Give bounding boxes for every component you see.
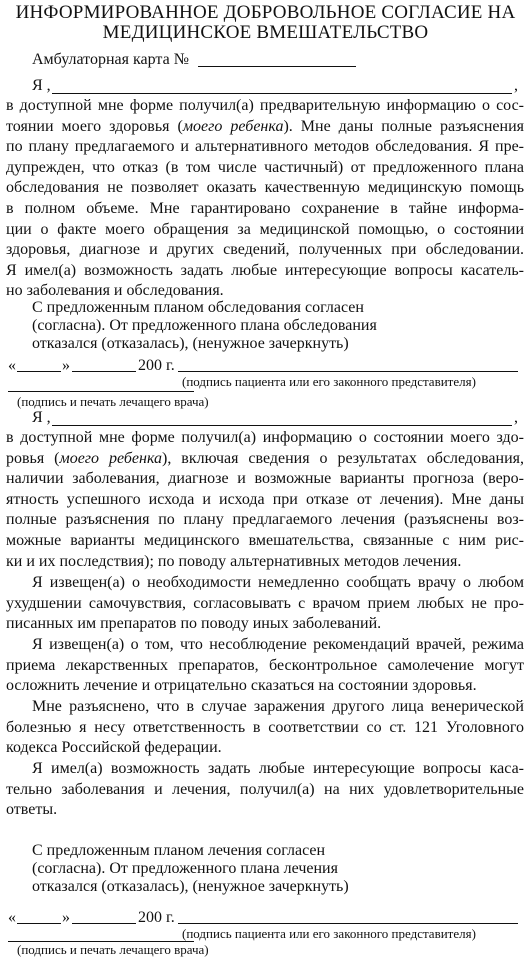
wellbeing-notice-paragraph: Я извещен(а) о необходимости немедленно сообщать врачу о любом ухудшении самочувствия, согласовывать с врачом прием любых не про- писанных им препаратов по поводу иных заболеваний. [6, 574, 524, 633]
date-open-quote-2: « [8, 909, 16, 926]
form-title-line-1: ИНФОРМИРОВАННОЕ ДОБРОВОЛЬНОЕ СОГЛАСИЕ НА [15, 2, 516, 23]
date-close-quote-1: » [62, 357, 70, 374]
exam-consent-line-3: отказался (отказалась), (ненужное зачеркнуть) [32, 335, 349, 352]
date-year-2: 200 г. [138, 909, 175, 926]
noncompliance-notice-paragraph: Я извещен(а) о том, что несоблюдение рекомендаций врачей, режима приема лекарственных препаратов, бесконтрольное самолечение могут осложнить лечение и отрицательно сказаться на состоянии здоровья. [6, 636, 524, 695]
treatment-consent-line-2: (согласна). От предложенного плана лечения [32, 860, 338, 877]
patient-name-prefix-2: Я , [32, 409, 51, 426]
card-number-line [198, 66, 356, 67]
patient-signature-line-2 [178, 923, 518, 924]
patient-signature-caption-2: (подпись пациента или его законного представителя) [182, 926, 476, 941]
card-number-label: Амбулаторная карта № [32, 51, 189, 68]
patient-name-comma-2: , [514, 409, 518, 426]
date-day-line-2 [17, 923, 61, 924]
date-month-line-2 [72, 923, 136, 924]
treatment-consent-line-3: отказался (отказалась), (ненужное зачеркнуть) [32, 878, 349, 895]
form-title-line-2: МЕДИЦИНСКОЕ ВМЕШАТЕЛЬСТВО [102, 22, 429, 43]
patient-name-comma-1: , [514, 77, 518, 94]
date-close-quote-2: » [62, 909, 70, 926]
date-open-quote-1: « [8, 357, 16, 374]
date-year-1: 200 г. [138, 357, 175, 374]
patient-signature-caption-1: (подпись пациента или его законного представителя) [182, 374, 476, 389]
treatment-info-paragraph: в доступной мне форме получил(а) информацию о состоянии моего здо- ровья (моего ребенка), включая сведения о результатах обследования, наличии заболевания, диагнозе и возможные варианты прогноза (веро- ятность успешного исхода и исхода при отказе от лечения). Мне даны полные разъяснения по плану предлагаемого лечения (разъяснены воз- можные варианты медицинского вмешательства, связанные с ним рис- ки и их последствия); по поводу альтернативных методов лечения. [6, 429, 524, 570]
exam-consent-line-2: (согласна). От предложенного плана обследования [32, 317, 377, 334]
criminal-liability-paragraph: Мне разъяснено, что в случае заражения другого лица венерической болезнью я несу ответственность в соответствии со ст. 121 Уголовного кодекса Российской федерации. [6, 698, 524, 757]
patient-name-prefix-1: Я , [32, 77, 51, 94]
exam-info-paragraph: в доступной мне форме получил(а) предварительную информацию о сос- тоянии моего здоровья (моего ребенка). Мне даны полные разъяснения по плану предлагаемого и альтернативного методов обследования. Я пре- дупрежден, что отказ (в том числе частичный) от предложенного плана обследования не позволяет оказать качественную медицинскую помощь в полном объеме. Мне гарантировано сохранение в тайне информа- ции о факте моего обращения за медицинской помощью, о состоянии здоровья, диагнозе и других сведений, полученных при обследовании. Я имел(а) возможность задать любые интересующие вопросы касатель- но заболевания и обследования. [6, 97, 524, 300]
treatment-consent-line-1: С предложенным планом лечения согласен [32, 842, 326, 859]
doctor-signature-caption-2: (подпись и печать лечащего врача) [17, 942, 209, 957]
questions-answered-paragraph: Я имел(а) возможность задать любые интересующие вопросы каса- тельно заболевания и лечения, получил(а) на них удовлетворительные ответы. [6, 760, 524, 819]
doctor-signature-line-1 [8, 391, 194, 392]
exam-consent-line-1: С предложенным планом обследования согласен [32, 299, 364, 316]
patient-name-line-2 [52, 425, 512, 426]
date-day-line-1 [17, 371, 61, 372]
date-month-line-1 [72, 371, 136, 372]
doctor-signature-caption-1: (подпись и печать лечащего врача) [17, 394, 209, 409]
patient-name-line-1 [52, 93, 512, 94]
patient-signature-line-1 [178, 371, 518, 372]
